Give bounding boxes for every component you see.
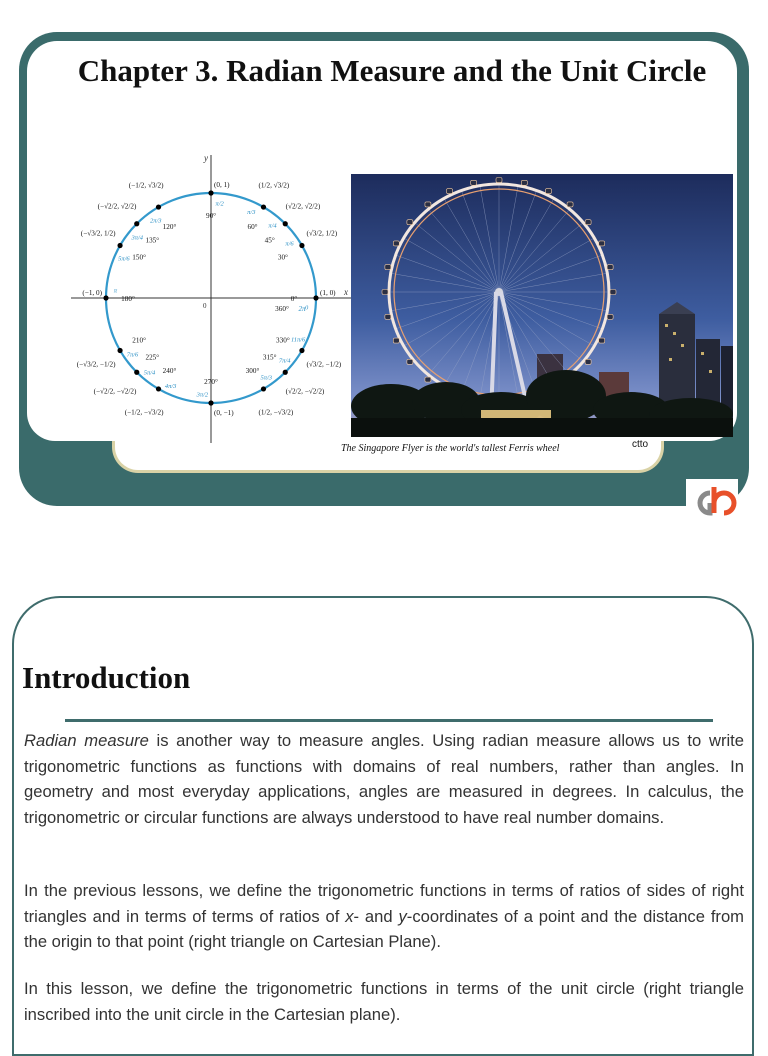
circle-point-300 (261, 386, 266, 391)
wheel-capsule (385, 314, 391, 319)
title-slide-panel (27, 41, 737, 454)
radian-label-330: 11π/6 (290, 336, 306, 344)
intro-paragraph-1-text: is another way to measure angles. Using radian measure allows us to write trigonometric functions as functions with domains of real numbers, rather than angles. In geometry and most everyday applications, angles are measured in degrees. In calculus, the trigonometric or circular functions are always understood to have real number domains. (24, 731, 744, 827)
degree-label-0: 0° (290, 295, 298, 303)
radian-label-315: 7π/4 (278, 357, 291, 365)
wheel-capsule (607, 314, 613, 319)
coord-label-240: (−1/2, −√3/2) (124, 408, 164, 417)
degree-label-360: 360° (275, 305, 289, 313)
wheel-capsule (521, 180, 527, 185)
wheel-capsule (447, 189, 453, 194)
radian-label-210: 7π/6 (126, 351, 139, 359)
circle-point-30 (299, 243, 304, 248)
circle-point-270 (208, 400, 213, 405)
wheel-capsule (425, 377, 431, 382)
x-axis-label: x (344, 287, 348, 297)
coord-label-300: (1/2, −√3/2) (258, 408, 294, 417)
intro-paragraph-3: In this lesson, we define the trigonometric functions in terms of the unit circle (right triangle inscribed into the unit circle in the Cartesian plane). (24, 979, 744, 1024)
degree-label-90: 90° (205, 212, 217, 220)
coord-label-270: (0, −1) (214, 409, 234, 417)
degree-label-180: 180° (121, 295, 135, 303)
coord-label-60: (1/2, √3/2) (258, 181, 290, 190)
wheel-capsule (585, 359, 591, 364)
radian-label-180: π (113, 287, 118, 295)
coord-label-330: (√3/2, −1/2) (306, 360, 342, 369)
coord-label-210: (−√3/2, −1/2) (76, 360, 116, 369)
degree-label-240: 240° (162, 366, 177, 375)
intro-paragraph-2-text-a: In the previous lessons, we define the trigonometric functions in terms of ratios of sides of right triangles and in terms of terms of ratios of (24, 881, 744, 926)
radian-label-90: π/2 (215, 200, 224, 208)
coord-label-45: (√2/2, √2/2) (285, 202, 321, 211)
wheel-capsule (382, 290, 388, 295)
intro-paragraph-2-text-b: - and (353, 906, 399, 926)
circle-point-150 (117, 243, 122, 248)
radian-label-300: 5π/3 (260, 374, 273, 382)
photo-credit: ctto (632, 439, 649, 450)
radian-label-135: 3π/4 (131, 234, 144, 242)
radian-label-225: 5π/4 (143, 369, 156, 377)
unit-circle-diagram (51, 153, 351, 443)
circle-point-330 (299, 348, 304, 353)
wheel-capsule (545, 189, 551, 194)
circle-point-0 (313, 295, 318, 300)
wheel-capsule (610, 290, 616, 295)
singapore-flyer-photo (351, 174, 733, 437)
y-variable: y (398, 906, 407, 926)
radian-label-60: π/3 (247, 208, 256, 216)
circle-point-60 (261, 204, 266, 209)
coord-label-0: (1, 0) (320, 289, 336, 297)
wheel-capsule (599, 241, 605, 246)
wheel-capsule (425, 202, 431, 207)
radian-label-30: π/6 (285, 240, 294, 248)
wheel-capsule (599, 338, 605, 343)
radian-label-45: π/4 (268, 222, 277, 230)
origin-label: 0 (203, 302, 207, 310)
degree-label-60: 60° (247, 223, 258, 232)
degree-label-135: 135° (145, 236, 160, 245)
wheel-capsule (607, 265, 613, 270)
coord-label-225: (−√2/2, −√2/2) (93, 387, 137, 396)
degree-label-330: 330° (276, 336, 290, 345)
circle-point-45 (283, 221, 288, 226)
coord-label-315: (√2/2, −√2/2) (285, 387, 325, 396)
intro-paragraph-2 (24, 878, 744, 955)
wheel-capsule (496, 178, 502, 183)
x-variable: x (345, 906, 354, 926)
degree-label-270: 270° (204, 378, 218, 386)
intro-paragraph-1 (24, 728, 744, 830)
brand-logo (686, 479, 738, 525)
wheel-capsule (393, 241, 399, 246)
radian-label-0: 0 (304, 304, 309, 312)
degree-label-150: 150° (132, 253, 146, 262)
introduction-heading: Introduction (22, 660, 191, 695)
wheel-capsule (407, 359, 413, 364)
y-axis-label: y (204, 153, 208, 163)
radian-label-2pi: 2π (298, 305, 306, 313)
degree-label-315: 315° (262, 353, 277, 362)
degree-label-210: 210° (132, 336, 146, 345)
circle-point-180 (103, 295, 108, 300)
circle-point-90 (208, 190, 213, 195)
coord-label-120: (−1/2, √3/2) (128, 181, 164, 190)
degree-label-120: 120° (162, 223, 177, 232)
chapter-title: Chapter 3. Radian Measure and the Unit Circle (77, 53, 707, 88)
circle-point-315 (283, 370, 288, 375)
wheel-capsule (385, 265, 391, 270)
radian-label-270: 3π/2 (196, 391, 209, 399)
coord-label-30: (√3/2, 1/2) (306, 229, 338, 238)
wheel-capsule (585, 220, 591, 225)
circle-point-240 (156, 386, 161, 391)
circle-point-120 (156, 204, 161, 209)
title-slide (19, 32, 749, 506)
circle-point-225 (134, 370, 139, 375)
circle-point-210 (117, 348, 122, 353)
radian-measure-term: Radian measure (24, 731, 149, 750)
wheel-capsule (567, 202, 573, 207)
degree-label-225: 225° (145, 353, 160, 362)
wheel-capsule (393, 338, 399, 343)
wheel-capsule (407, 220, 413, 225)
degree-label-45: 45° (264, 236, 275, 245)
coord-label-150: (−√3/2, 1/2) (80, 229, 116, 238)
degree-label-30: 30° (277, 253, 288, 262)
radian-label-240: 4π/3 (164, 383, 177, 391)
radian-label-120: 2π/3 (149, 217, 162, 225)
intro-paragraph-2-text-c: -coordinates of a point and the distance from the origin to that point (right triangle on Cartesian Plane). (24, 906, 745, 951)
degree-label-300: 300° (245, 366, 260, 375)
wheel-capsule (471, 180, 477, 185)
coord-label-180: (−1, 0) (82, 289, 102, 297)
photo-caption: The Singapore Flyer is the world's tallest Ferris wheel (341, 443, 560, 454)
radian-label-150: 5π/6 (118, 255, 130, 263)
circle-point-135 (134, 221, 139, 226)
coord-label-135: (−√2/2, √2/2) (97, 202, 137, 211)
introduction-slide (12, 596, 754, 1056)
heading-divider (65, 719, 713, 722)
coord-label-90: (0, 1) (214, 181, 230, 189)
